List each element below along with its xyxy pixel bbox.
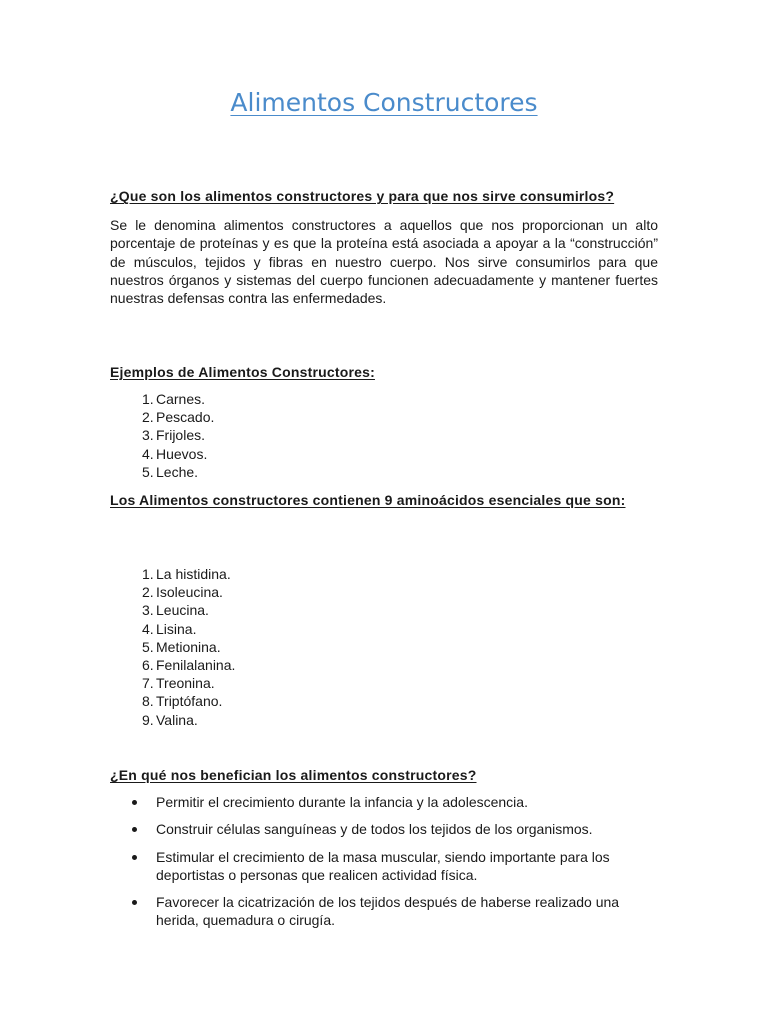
list-number: 9. <box>142 711 154 728</box>
section-heading-amino-acids: Los Alimentos constructores contienen 9 aminoácidos esenciales que son: <box>110 492 626 508</box>
list-item-text: Treonina. <box>156 675 215 692</box>
list-item-text: Carnes. <box>156 391 206 407</box>
list-number: 2. <box>142 409 154 426</box>
definition-paragraph: Se le denomina alimentos constructores a aquellos que nos proporcionan un alto porcentaje de proteínas y es que la proteína está asociada a apoyar a la “construcción” de músculos, tejidos y fibras en nuestro cuerpo. Nos sirve consumirlos para que nuestros órganos y sistemas del cuerpo funcionen adecuadamente y mantener fuertes nuestras defensas contra las enfermedades. <box>110 217 658 307</box>
list-item <box>110 601 235 619</box>
list-item <box>110 445 214 463</box>
list-item <box>110 565 235 583</box>
list-item <box>110 620 235 638</box>
section-heading-what-are: ¿Que son los alimentos constructores y para que nos sirve consumirlos? <box>110 188 615 204</box>
list-item-text: Valina. <box>156 711 198 728</box>
document-title: Alimentos Constructores <box>230 88 538 117</box>
list-item-text: Lisina. <box>156 620 197 637</box>
list-item-text: Pescado. <box>156 409 215 426</box>
list-item <box>110 408 214 426</box>
bullet-icon <box>110 793 156 811</box>
list-number: 1. <box>142 566 154 582</box>
list-item <box>110 638 235 656</box>
list-item <box>110 426 214 444</box>
list-item <box>110 463 214 481</box>
list-item-text: La histidina. <box>156 566 231 582</box>
list-item-text: Isoleucina. <box>156 584 223 601</box>
list-item <box>110 656 235 674</box>
list-number: 5. <box>142 463 154 480</box>
list-item-text: Metionina. <box>156 638 221 655</box>
list-number: 7. <box>142 675 154 692</box>
list-number: 4. <box>142 445 154 462</box>
list-item <box>110 674 235 692</box>
list-item <box>110 793 660 811</box>
list-item <box>110 893 660 930</box>
amino-acids-list <box>110 565 235 729</box>
list-item <box>110 848 660 885</box>
list-number: 2. <box>142 584 154 601</box>
section-heading-examples: Ejemplos de Alimentos Constructores: <box>110 364 375 380</box>
list-item-text: Fenilalanina. <box>156 657 236 674</box>
list-number: 5. <box>142 638 154 655</box>
list-number: 3. <box>142 427 154 444</box>
list-item <box>110 583 235 601</box>
section-heading-benefits: ¿En qué nos benefician los alimentos constructores? <box>110 767 477 783</box>
list-item-text: Triptófano. <box>156 693 223 710</box>
examples-list <box>110 390 214 481</box>
list-item-text: Huevos. <box>156 445 208 462</box>
list-item-text: Favorecer la cicatrización de los tejidos después de haberse realizado una herida, quemadura o cirugía. <box>156 894 620 929</box>
list-number: 4. <box>142 620 154 637</box>
list-item-text: Leucina. <box>156 602 209 619</box>
list-number: 8. <box>142 693 154 710</box>
bullet-icon <box>110 893 156 930</box>
list-item-text: Leche. <box>156 463 199 480</box>
list-item <box>110 820 660 838</box>
list-item <box>110 692 235 710</box>
bullet-icon <box>110 848 156 885</box>
bullet-icon <box>110 820 156 838</box>
list-number: 1. <box>142 391 154 407</box>
list-item-text: Frijoles. <box>156 427 206 444</box>
list-item-text: Estimular el crecimiento de la masa muscular, siendo importante para los deportistas o personas que realicen actividad física. <box>156 848 610 883</box>
list-item <box>110 390 214 408</box>
list-number: 6. <box>142 657 154 674</box>
benefits-list <box>110 793 660 939</box>
list-item-text: Permitir el crecimiento durante la infancia y la adolescencia. <box>156 794 528 810</box>
list-number: 3. <box>142 602 154 619</box>
list-item-text: Construir células sanguíneas y de todos los tejidos de los organismos. <box>156 821 593 838</box>
list-item <box>110 711 235 729</box>
